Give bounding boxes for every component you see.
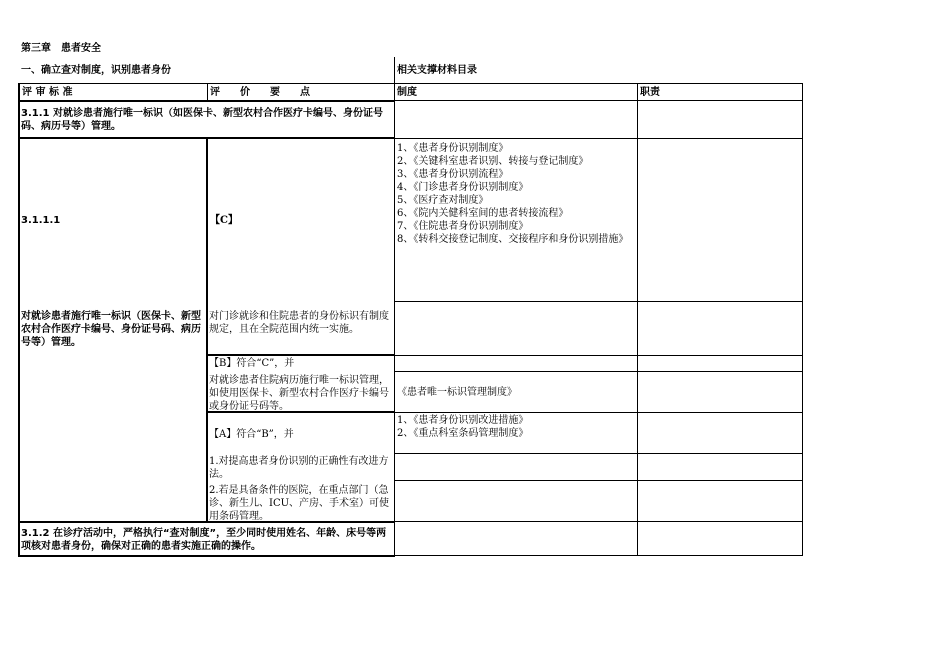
list-item: 2、《重点科室条码管理制度》	[397, 428, 529, 439]
list-item: 5、《医疗查对制度》	[397, 195, 489, 206]
grade-a-label: 【A】符合“B”，并	[209, 429, 294, 440]
grid-line	[207, 83, 208, 101]
list-item: 8、《转科交接登记制度、交接程序和身份识别措施》	[397, 234, 629, 245]
header-eval: 评 价 要 点	[210, 87, 310, 98]
list-item: 6、《院内关健科室间的患者转接流程》	[397, 208, 569, 219]
materials-title: 相关支撑材料目录	[397, 65, 477, 76]
grid-line	[395, 521, 803, 522]
list-item: 3、《患者身份识别流程》	[397, 169, 509, 180]
item-3-1-1-1-desc: 对就诊患者施行唯一标识（医保卡、新型农村合作医疗卡编号、身份证号码、病历号等）管理。	[21, 311, 201, 348]
item-3-1-1-1-code: 3.1.1.1	[21, 215, 61, 226]
grade-b-text: 对就诊患者住院病历施行唯一标识管理，如使用医保卡、新型农村合作医疗卡编号或身份证号码等。	[209, 375, 389, 412]
list-item: 1、《患者身份识别制度》	[397, 143, 509, 154]
grid-line	[637, 83, 638, 556]
grade-a-item-1: 1.对提高患者身份识别的正确性有改进方法。	[209, 456, 389, 480]
grid-line	[207, 354, 395, 356]
item-3-1-1: 3.1.1 对就诊患者施行唯一标识（如医保卡、新型农村合作医疗卡编号、身份证号码、病历号等）管理。	[21, 108, 383, 132]
grid-line	[395, 100, 803, 101]
grid-line	[395, 371, 803, 372]
grid-line	[394, 57, 395, 556]
c-materials-list	[397, 142, 635, 246]
grid-line	[207, 411, 395, 413]
grid-line	[206, 137, 208, 522]
grade-c-label: 【C】	[210, 215, 238, 226]
grid-line	[18, 83, 20, 556]
grid-line	[802, 83, 803, 556]
grid-line	[395, 453, 803, 454]
grid-line	[395, 138, 803, 139]
grade-a-item-2: 2.若是具备条件的医院，在重点部门（急诊、新生儿、ICU、产房、手术室）可使用条码管理。	[209, 485, 390, 522]
grid-line	[395, 412, 803, 413]
grid-line	[18, 555, 395, 557]
b-material: 《患者唯一标识管理制度》	[397, 387, 517, 398]
list-item: 7、《住院患者身份识别制度》	[397, 221, 529, 232]
list-item: 2、《关键科室患者识别、转接与登记制度》	[397, 156, 589, 167]
list-item: 4、《门诊患者身份识别制度》	[397, 182, 529, 193]
item-3-1-2: 3.1.2 在诊疗活动中，严格执行“查对制度”，至少同时使用姓名、年龄、床号等两项核对患者身份，确保对正确的患者实施正确的操作。	[21, 528, 387, 552]
header-standard: 评 审 标 准	[22, 87, 73, 98]
grade-b-label: 【B】符合“C”，并	[209, 358, 295, 369]
grid-line	[395, 355, 803, 356]
grid-line	[18, 83, 803, 84]
header-system: 制度	[397, 87, 417, 98]
grid-line	[395, 480, 803, 481]
chapter-title: 第三章 患者安全	[21, 43, 101, 54]
grid-line	[395, 301, 803, 302]
list-item: 1、《患者身份识别改进措施》	[397, 415, 529, 426]
header-duty: 职责	[640, 87, 660, 98]
section-title: 一、确立查对制度，识别患者身份	[21, 65, 171, 76]
a-materials-list	[397, 414, 528, 440]
grid-line	[395, 555, 803, 556]
grade-c-text: 对门诊就诊和住院患者的身份标识有制度规定，且在全院范围内统一实施。	[209, 311, 389, 335]
